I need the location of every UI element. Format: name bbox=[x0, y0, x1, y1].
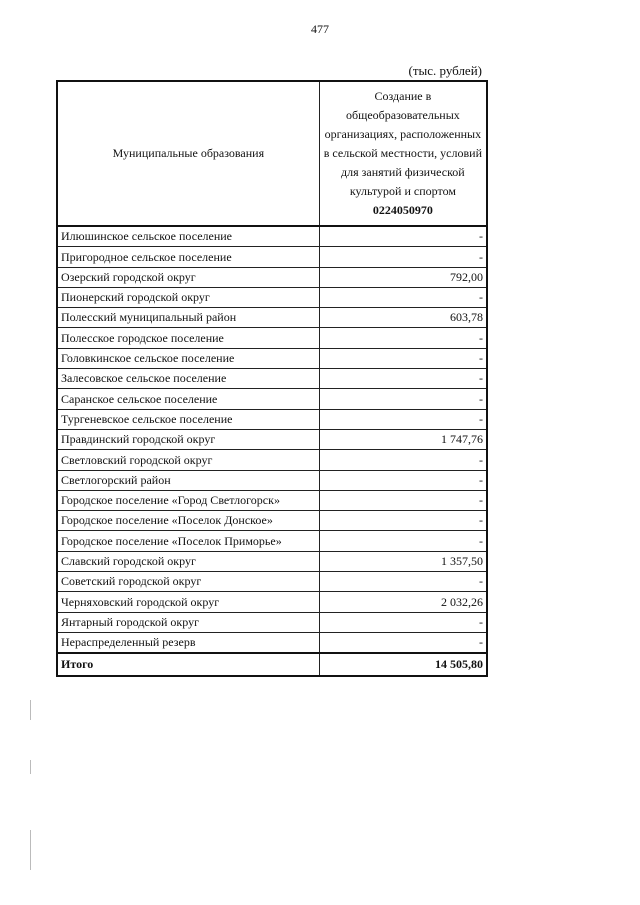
table-row bbox=[57, 328, 487, 348]
municipality-name: Озерский городской округ bbox=[57, 267, 319, 287]
amount-value: - bbox=[319, 612, 487, 632]
amount-value: - bbox=[319, 470, 487, 490]
amount-value: 792,00 bbox=[319, 267, 487, 287]
amount-value: - bbox=[319, 409, 487, 429]
municipality-name: Головкинское сельское поселение bbox=[57, 348, 319, 368]
table-row bbox=[57, 348, 487, 368]
table-row bbox=[57, 572, 487, 592]
municipality-name: Городское поселение «Поселок Приморье» bbox=[57, 531, 319, 551]
table-row bbox=[57, 429, 487, 449]
table-row bbox=[57, 369, 487, 389]
scan-artifact bbox=[30, 700, 31, 720]
total-row bbox=[57, 653, 487, 676]
table-row bbox=[57, 389, 487, 409]
budget-table bbox=[56, 80, 488, 677]
amount-value: - bbox=[319, 328, 487, 348]
municipality-name: Янтарный городской округ bbox=[57, 612, 319, 632]
table-row bbox=[57, 287, 487, 307]
page-number: 477 bbox=[311, 22, 329, 36]
municipality-name: Тургеневское сельское поселение bbox=[57, 409, 319, 429]
table-header-row bbox=[57, 81, 487, 226]
column-header-municipal: Муниципальные образования bbox=[57, 81, 319, 226]
municipality-name: Светлогорский район bbox=[57, 470, 319, 490]
municipality-name: Илюшинское сельское поселение bbox=[57, 226, 319, 247]
scan-artifact bbox=[30, 830, 31, 870]
amount-value: - bbox=[319, 511, 487, 531]
municipality-name: Правдинский городской округ bbox=[57, 429, 319, 449]
column-header-purpose bbox=[319, 81, 487, 226]
amount-value: - bbox=[319, 490, 487, 510]
table-row bbox=[57, 267, 487, 287]
table-row bbox=[57, 226, 487, 247]
amount-value: - bbox=[319, 450, 487, 470]
municipality-name: Советский городской округ bbox=[57, 572, 319, 592]
table-row bbox=[57, 531, 487, 551]
table-row bbox=[57, 632, 487, 653]
amount-value: - bbox=[319, 348, 487, 368]
table-row bbox=[57, 511, 487, 531]
municipality-name: Славский городской округ bbox=[57, 551, 319, 571]
amount-value: - bbox=[319, 247, 487, 267]
amount-value: 603,78 bbox=[319, 308, 487, 328]
amount-value: - bbox=[319, 226, 487, 247]
table-row bbox=[57, 247, 487, 267]
municipality-name: Залесовское сельское поселение bbox=[57, 369, 319, 389]
table-row bbox=[57, 409, 487, 429]
table-row bbox=[57, 308, 487, 328]
total-value: 14 505,80 bbox=[319, 653, 487, 676]
amount-value: 1 747,76 bbox=[319, 429, 487, 449]
municipality-name: Полесский муниципальный район bbox=[57, 308, 319, 328]
municipality-name: Городское поселение «Поселок Донское» bbox=[57, 511, 319, 531]
table-row bbox=[57, 551, 487, 571]
municipality-name: Городское поселение «Город Светлогорск» bbox=[57, 490, 319, 510]
municipality-name: Черняховский городской округ bbox=[57, 592, 319, 612]
table-row bbox=[57, 592, 487, 612]
table-row bbox=[57, 612, 487, 632]
amount-value: 2 032,26 bbox=[319, 592, 487, 612]
amount-value: - bbox=[319, 531, 487, 551]
total-label: Итого bbox=[57, 653, 319, 676]
amount-value: - bbox=[319, 287, 487, 307]
column-header-purpose-text: Создание в общеобразовательных организациях, расположенных в сельской местности, условий для занятий физической культурой и спортом bbox=[323, 89, 482, 198]
column-header-code: 0224050970 bbox=[372, 203, 433, 217]
amount-value: - bbox=[319, 572, 487, 592]
municipality-name: Полесское городское поселение bbox=[57, 328, 319, 348]
amount-value: - bbox=[319, 389, 487, 409]
municipality-name: Саранское сельское поселение bbox=[57, 389, 319, 409]
municipality-name: Светловский городской округ bbox=[57, 450, 319, 470]
scan-artifact bbox=[30, 760, 31, 774]
units-label: (тыс. рублей) bbox=[408, 63, 482, 78]
table-row bbox=[57, 450, 487, 470]
amount-value: - bbox=[319, 632, 487, 653]
amount-value: 1 357,50 bbox=[319, 551, 487, 571]
table-row bbox=[57, 490, 487, 510]
municipality-name: Пионерский городской округ bbox=[57, 287, 319, 307]
table-row bbox=[57, 470, 487, 490]
amount-value: - bbox=[319, 369, 487, 389]
table-body bbox=[57, 226, 487, 653]
municipality-name: Пригородное сельское поселение bbox=[57, 247, 319, 267]
municipality-name: Нераспределенный резерв bbox=[57, 632, 319, 653]
